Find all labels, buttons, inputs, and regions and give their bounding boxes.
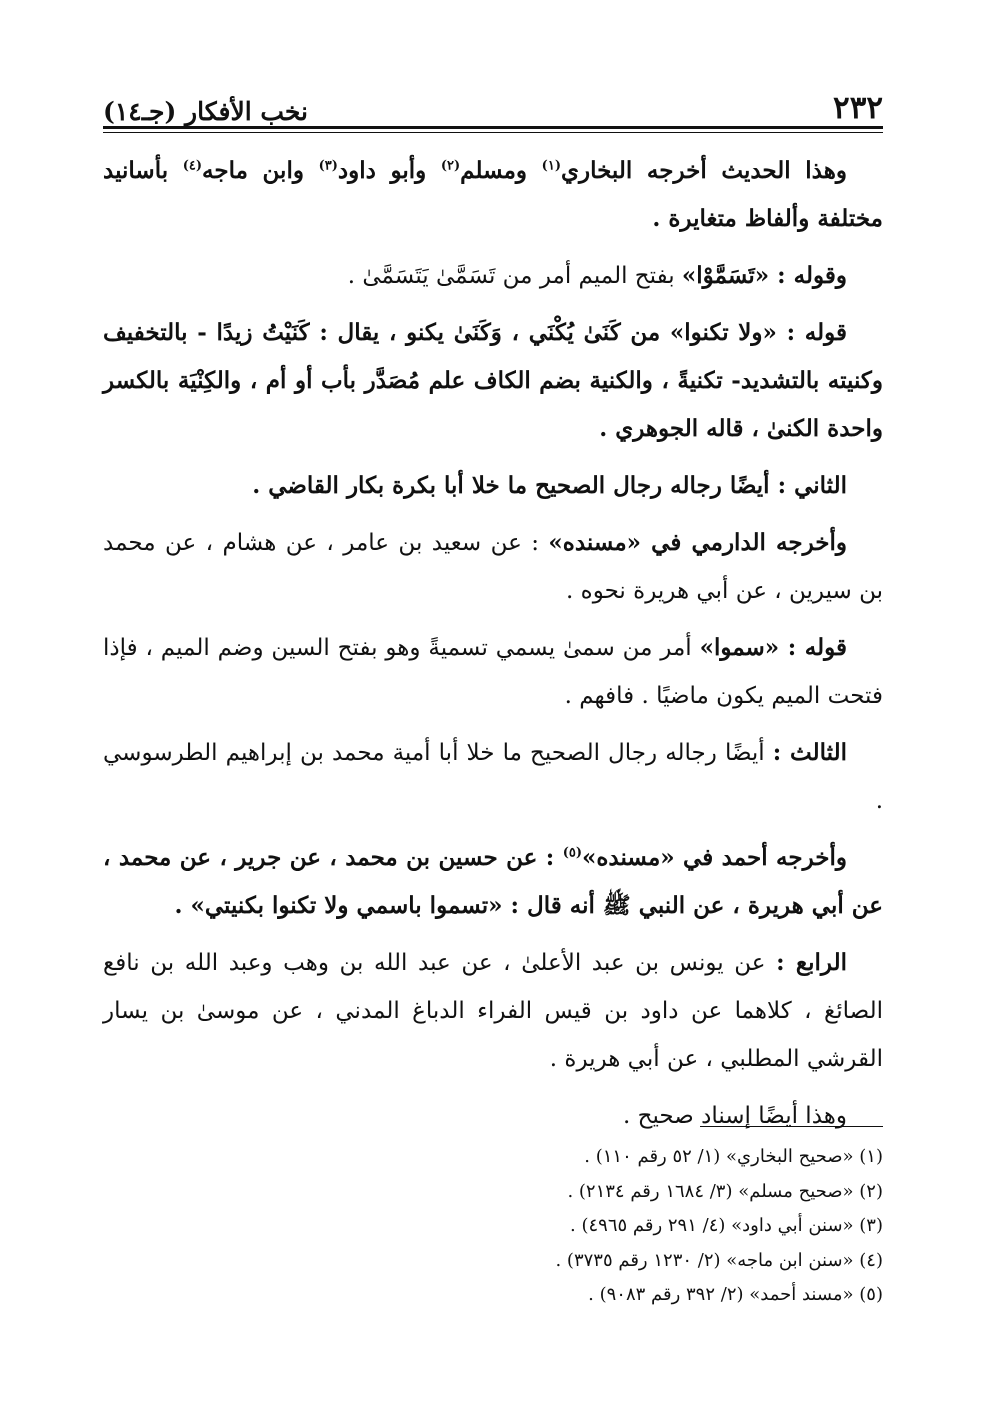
footnote-3: (٣) «سنن أبي داود» (٤/ ٢٩١ رقم ٤٩٦٥) . xyxy=(570,1215,883,1236)
p8-text-2: : عن حسين بن محمد ، عن جرير ، عن محمد ، عن أبي هريرة ، عن النبي ﷺ أنه قال : «تسموا باسمي ولا تكنوا بكنيتي» . xyxy=(103,844,883,919)
footnote-ref-5[interactable]: (٥) xyxy=(562,845,582,861)
p9-rest: عن يونس بن عبد الأعلىٰ ، عن عبد الله بن وهب وعبد الله بن نافع الصائغ ، كلاهما عن داود بن قيس الفراء الدباغ المدني ، عن موسىٰ بن يسار القرشي المطلبي ، عن أبي هريرة . xyxy=(103,950,883,1072)
footnote-ref-1[interactable]: (١) xyxy=(541,158,561,174)
page-number: ٢٣٢ xyxy=(833,90,883,126)
p5-rest: : عن سعيد بن عامر ، عن هشام ، عن محمد بن سيرين ، عن أبي هريرة نحوه . xyxy=(103,530,883,604)
p2-lead: وقوله : «تَسَمَّوْا» xyxy=(681,262,847,289)
footnote-ref-3[interactable]: (٣) xyxy=(318,158,338,174)
footnote-separator xyxy=(700,1126,883,1127)
footnote-1: (١) «صحيح البخاري» (١/ ٥٢ رقم ١١٠) . xyxy=(584,1146,883,1167)
footnote-ref-2[interactable]: (٢) xyxy=(440,158,461,174)
p1-text-5: بأسانيد مختلفة وألفاظ متغايرة . xyxy=(103,157,883,232)
paragraph-8 xyxy=(103,834,883,930)
p9-lead: الرابع : xyxy=(776,949,847,976)
p1-text-4: وابن ماجه xyxy=(202,157,319,184)
p6-lead: قوله : «سموا» xyxy=(699,634,847,661)
footnote-ref-4[interactable]: (٤) xyxy=(182,158,203,174)
header-rule-thin xyxy=(103,132,883,133)
p5-lead: وأخرجه الدارمي في «مسنده» xyxy=(548,529,847,556)
paragraph-5 xyxy=(103,519,883,615)
book-title: نخب الأفكار (جـ١٤) xyxy=(103,97,309,126)
paragraph-7 xyxy=(103,729,883,825)
p2-rest: بفتح الميم أمر من تَسَمَّىٰ يَتَسَمَّىٰ . xyxy=(347,263,682,289)
p7-lead: الثالث : xyxy=(772,739,847,766)
paragraph-9 xyxy=(103,939,883,1083)
p7-rest: أيضًا رجاله رجال الصحيح ما خلا أبا أمية محمد بن إبراهيم الطرسوسي . xyxy=(103,740,883,814)
paragraph-4: الثاني : أيضًا رجاله رجال الصحيح ما خلا أبا بكرة بكار القاضي . xyxy=(252,472,847,499)
p6-rest: أمر من سمىٰ يسمي تسميةً وهو بفتح السين وضم الميم ، فإذا فتحت الميم يكون ماضيًا . فافهم . xyxy=(103,635,883,709)
p8-text-1: وأخرجه أحمد في «مسنده» xyxy=(581,844,847,871)
p1-text-1: وهذا الحديث أخرجه البخاري xyxy=(560,157,847,184)
paragraph-3: قوله : «ولا تكنوا» من كَنَىٰ يُكْنَي ، وَكَنَىٰ يكنو ، يقال : كَنَيْتُ زيدًا - بالتخفيف وكنيته بالتشديد- تكنيةً ، والكنية بضم الكاف علم مُصَدَّر بأب أو أم ، والكِنْيَة بالكسر واحدة الكنىٰ ، قاله الجوهري . xyxy=(103,319,883,442)
p1-text-3: وأبو داود xyxy=(337,157,441,184)
footnote-4: (٤) «سنن ابن ماجه» (٢/ ١٢٣٠ رقم ٣٧٣٥) . xyxy=(555,1249,883,1271)
header-rule-thick xyxy=(103,126,883,129)
paragraph-1 xyxy=(103,147,883,243)
running-header xyxy=(103,74,883,124)
footnote-5: (٥) «مسند أحمد» (٢/ ٣٩٢ رقم ٩٠٨٣) . xyxy=(588,1284,883,1305)
paragraph-6 xyxy=(103,624,883,720)
p1-text-2: ومسلم xyxy=(460,157,542,184)
paragraph-2 xyxy=(103,252,883,300)
paragraph-10: وهذا أيضًا إسناد صحيح . xyxy=(622,1103,847,1129)
footnote-2: (٢) «صحيح مسلم» (٣/ ١٦٨٤ رقم ٢١٣٤) . xyxy=(567,1180,883,1202)
footnotes xyxy=(103,1140,883,1313)
main-text xyxy=(103,147,883,1149)
